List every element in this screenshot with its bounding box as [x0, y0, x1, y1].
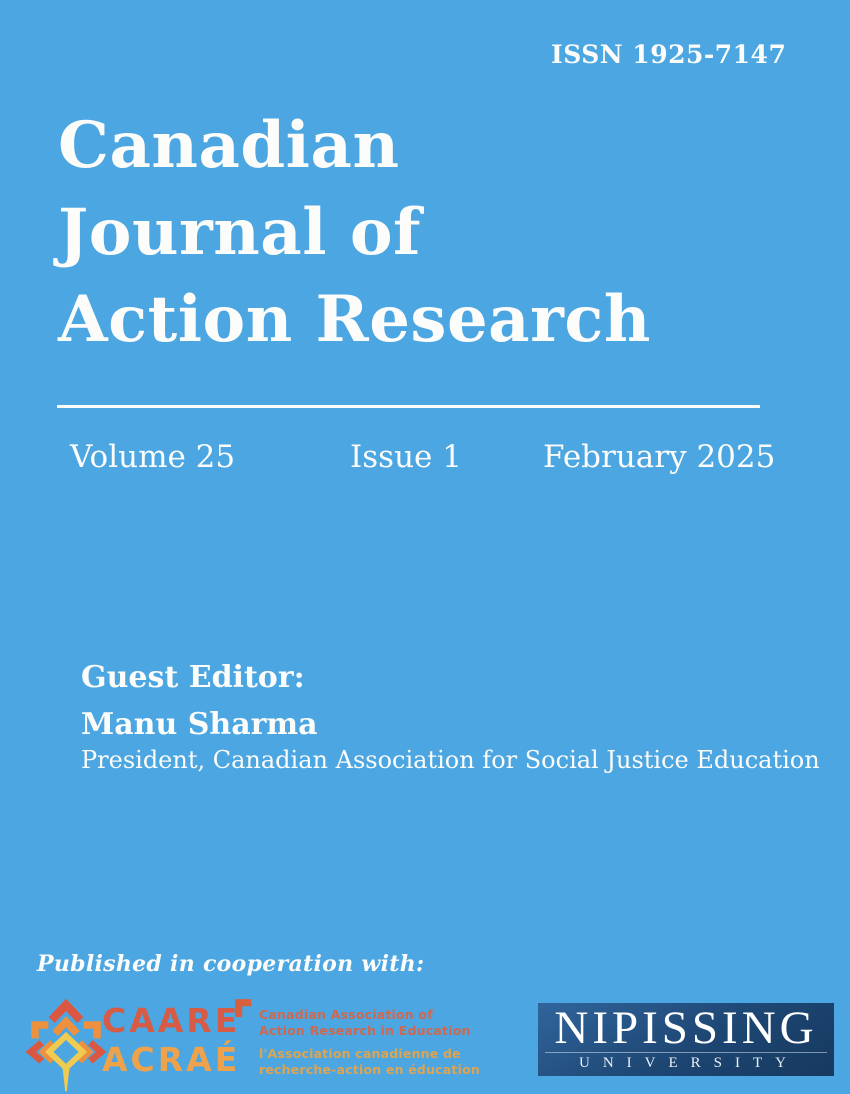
journal-title-line: Journal of	[58, 195, 422, 270]
divider-line	[57, 405, 760, 408]
cooperation-label: Published in cooperation with:	[37, 951, 425, 977]
caare-name-english: Canadian Association of Action Research in Education	[259, 1007, 471, 1038]
guest-editor-name: Manu Sharma	[81, 707, 318, 742]
nipissing-university-label: UNIVERSITY	[545, 1052, 827, 1072]
issue-date: February 2025	[543, 439, 776, 475]
maple-leaf-arrows-icon	[24, 999, 108, 1093]
journal-title-line: Canadian	[58, 108, 400, 183]
issn-number: ISSN 1925-7147	[551, 40, 787, 69]
corner-flag-icon	[235, 999, 253, 1019]
caare-acronym-fr: ACRAÉ	[102, 1040, 241, 1079]
caare-acronyms	[102, 1001, 240, 1079]
nipissing-wordmark: NIPISSING	[554, 1002, 818, 1054]
volume-label: Volume 25	[70, 439, 236, 475]
guest-editor-affiliation: President, Canadian Association for Social Justice Education	[81, 746, 820, 774]
journal-title	[58, 102, 651, 363]
nipissing-university-logo	[538, 1003, 834, 1076]
issue-label: Issue 1	[350, 439, 462, 475]
journal-title-line: Action Research	[58, 282, 651, 357]
caare-full-names	[259, 1007, 480, 1078]
caare-acronym-en: CAARE	[102, 1001, 241, 1040]
caare-name-french: l'Association canadienne de recherche-action en éducation	[259, 1046, 480, 1077]
guest-editor-label: Guest Editor:	[81, 660, 305, 695]
